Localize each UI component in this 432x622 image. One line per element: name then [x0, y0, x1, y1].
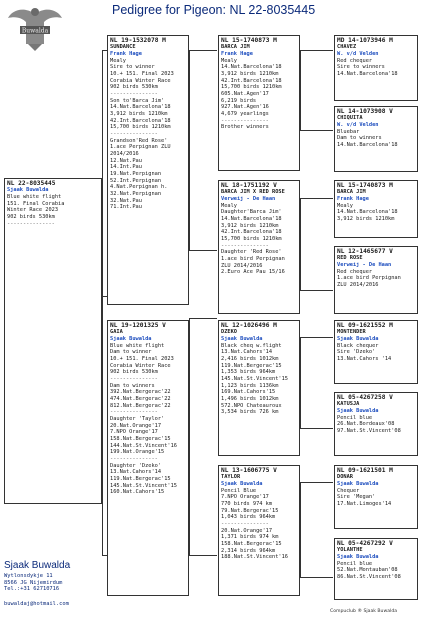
- connector-line: [102, 50, 103, 556]
- pigeon-card-dam-sire[interactable]: NL 12-1026496 M DZEKO Sjaak Buwalda Black cheq w.flight 13.Nat.Cahors'14 2,416 birds 1012km 119.Nat.Bergerac'15 1,353 birds 964km 145.Nat.St.Vincent'15 1,123 birds 1136km 169.Nat.Cahors'15 1,496 birds 1012km 572.NPO Chateauroux 3,534 birds 726 km: [218, 320, 300, 456]
- pigeon-card-dsd[interactable]: NL 05-4267258 V KATUSJA Sjaak Buwalda Pencil blue 26.Nat.Bordeaux'08 97.Nat.St.Vincent'08: [334, 392, 418, 456]
- owner-info: [4, 560, 104, 607]
- pigeon-card-dam-dam[interactable]: NL 13-1606775 V TAYLOR Sjaak Buwalda Pencil Blue 7.NPO Orange'17 770 birds 974 km 79.Nat.Bergerac'15 1,043 birds 964km --------------- 20.Nat.Orange'17 1,371 birds 974 km 158.Nat.Bergerac'15 2,314 birds 964km 188.Nat.St.Vincent'16: [218, 465, 300, 596]
- page-title: Pedigree for Pigeon: NL 22-8035445: [112, 3, 316, 17]
- pigeon-card-sire-dam[interactable]: NL 18-1751192 V BARCA JIM X RED ROSE Verweij - De Haan Mealy Daughter'Barca Jim' 14.Nat.Barcelona'18 3,912 birds 1210km 42.Int.Barcelona'18 15,700 birds 1210km --------------- Daughter 'Red Rose' 1.ace bird Perpignan ZLU 2014/2016 2.Euro Ace Pau 15/16: [218, 180, 300, 314]
- pigeon-card-sds[interactable]: NL 15-1740873 M BARCA JIM Frank Hage Mealy 14.Nat.Barcelona'18 3,912 birds 1210km: [334, 180, 418, 238]
- club-logo: [6, 4, 64, 52]
- pigeon-card-dss[interactable]: NL 09-1621552 M MONTENDER Sjaak Buwalda Black chequer Sire 'Dzeko' 13.Nat.Cahors '14: [334, 320, 418, 384]
- owner-address-line: Wytlonsdykje 11: [4, 573, 53, 579]
- footer-credit: Compuclub ® Sjaak Buwalda: [330, 609, 398, 614]
- pigeon-card-dam[interactable]: NL 19-1201325 V GAIA Sjaak Buwalda Blue white flight Dam to winner 10.+ 151. Final 2023 Corabia Winter Race 902 birds 530km --------------- Dam to winners 392.Nat.Bergerac'22 474.Nat.Bergerac'22 812.Nat.Bergerac'22 --------------- Daughter 'Taylor' 20.Nat.Orange'17 7.NPO Orange'17 158.Nat.Bergerac'15 144.Nat.St.Vincent'16 199.Nat.Orange'15 --------------- Daughter 'Dzeko' 13.Nat.Cahors'14 119.Nat.Bergerac'15 145.Nat.St.Vincent'15 160.Nat.Cahors'15: [107, 320, 189, 596]
- pigeon-card-sire[interactable]: NL 19-1532078 M SUNDANCE Frank Hage Mealy Sire to winner 10.+ 151. Final 2023 Corabia Winter Race 902 birds 530km --------------- Son to'Barca Jim' 14.Nat.Barcelona'18 3,912 birds 1210km 42.Int.Barcelona'18 15,700 birds 1210km --------------- Grandson'Red Rose' 1.ace Perpignan ZLU 2014/2016 12.Nat.Pau 14.Int.Pau 19.Nat.Perpignan 52.Int.Perpignan 4.Nat.Perpignan h. 32.Nat.Perpignan 32.Nat.Pau 71.Int.Pau: [107, 35, 189, 305]
- pigeon-card-sdd[interactable]: NL 12-1465677 V RED ROSE Verweij - De Haan Red chequer 1.ace bird Perpignan ZLU 2014/2016: [334, 246, 418, 314]
- svg-text:Buwalda: Buwalda: [21, 27, 49, 35]
- owner-email[interactable]: buwaldaj@hotmail.com: [4, 600, 69, 607]
- ring-number: NL 22-8035445: [7, 180, 56, 187]
- pigeon-card-dds[interactable]: NL 09-1621501 M DONAR Sjaak Buwalda Chequer Sire 'Megan' 17.Nat.Limoges'14: [334, 465, 418, 529]
- pigeon-card-main[interactable]: NL 22-8035445 Sjaak Buwalda Blue white flight 151. Final Corabia Winter Race 2023 902 birds 530km ---------------: [4, 178, 102, 504]
- pigeon-card-sss[interactable]: MD 14-1073946 M CHAVEZ W. v/d Velden Red chequer Sire to winners 14.Nat.Barcelona'18: [334, 35, 418, 101]
- owner-phone: Tel.:+31 62710716: [4, 586, 60, 593]
- pigeon-card-sire-sire[interactable]: NL 15-1740873 M BARCA JIM Frank Hage Mealy 14.Nat.Barcelona'18 3,912 birds 1210km 42.Int.Barcelona'18 15,700 birds 1210km 605.Nat.Agen'17 6,219 birds 927.Nat.Agen'16 4,679 yearlings --------------- Brother winners: [218, 35, 300, 171]
- owner-address-line: 8566 JG Nijemirdum: [4, 579, 63, 586]
- pigeon-card-ddd[interactable]: NL 05-4267292 V YOLANTHE Sjaak Buwalda Pencil blue 52.Nat.Montauban'08 86.Nat.St.Vincent'08: [334, 538, 418, 600]
- pigeon-card-ssd[interactable]: NL 14-1073908 V CHIQUITA W. v/d Velden Bluebar Dam to winners 14.Nat.Barcelona'18: [334, 106, 418, 172]
- eagle-logo-icon: [6, 4, 64, 52]
- owner-name: Sjaak Buwalda: [4, 560, 71, 571]
